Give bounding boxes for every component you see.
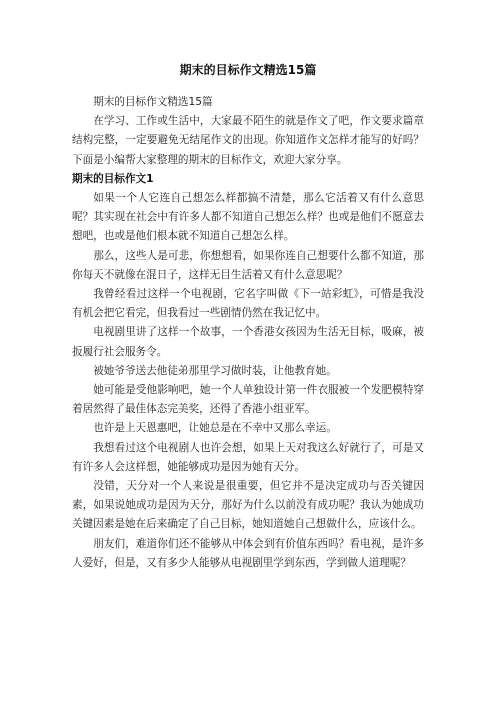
- body-paragraph: 那么，这些人是可悲，你想想看，如果你连自己想要什么都不知道，那你每天不就像在混日子，这样无目生活着又有什么意思呢？: [72, 249, 424, 281]
- body-paragraph: 我想看过这个电视剧人也许会想，如果上天对我这么好就行了，可是又有许多人会这样想，她能够成功是因为她有天分。: [72, 441, 424, 473]
- body-paragraph: 如果一个人它连自己想怎么样都搞不清楚，那么它活着又有什么意思呢？其实现在社会中有许多人都不知道自己想怎么样？也或是他们不愿意去想吧，也或是他们根本就不知道自己想怎么样。: [72, 192, 424, 243]
- body-paragraph: 我曾经看过这样一个电视剧，它名字叫做《下一站彩虹》，可惜是我没有机会把它看完，但我看过一些剧情仍然在我记忆中。: [72, 288, 424, 320]
- subtitle-paragraph: 期末的目标作文精选15篇: [93, 96, 213, 108]
- body-paragraph: 被她爷爷送去他徒弟那里学习做时装，让他教育她。: [93, 364, 337, 377]
- body-paragraph: 没错，天分对一个人来说是很重要，但它并不是决定成功与否关键因素，如果说她成功是因为天分，那好为什么以前没有成功呢？我认为她成功关键因素是她在后来确定了自己目标，她知道她自己想做什么，应该什么。: [72, 480, 424, 531]
- section-heading: 期末的目标作文1: [72, 172, 154, 185]
- body-paragraph: 电视剧里讲了这样一个故事，一个香港女孩因为生活无目标，吸麻，被扳履行社会服务令。: [72, 326, 424, 358]
- body-paragraph: 朋友们，难道你们还不能够从中体会到有价值东西吗？看电视，是许多人爱好，但是，又有多少人能够从电视剧里学到东西，学到做人道理呢？: [72, 537, 424, 569]
- document-body: [72, 93, 424, 573]
- document-title: 期末的目标作文精选15篇: [179, 63, 317, 77]
- intro-paragraph: 在学习、工作或生活中，大家最不陌生的就是作文了吧，作文要求篇章结构完整，一定要避免无结尾作文的出现。你知道作文怎样才能写的好吗？下面是小编帮大家整理的期末的目标作文，欢迎大家分享。: [72, 115, 424, 166]
- body-paragraph: 也许是上天恩惠吧，让她总是在不幸中又那么幸运。: [93, 422, 337, 435]
- body-paragraph: 她可能是受他影响吧，她一个人单独设计第一件衣服被一个发肥模特穿着居然得了最佳体态完美奖，还得了香港小组亚军。: [72, 384, 424, 416]
